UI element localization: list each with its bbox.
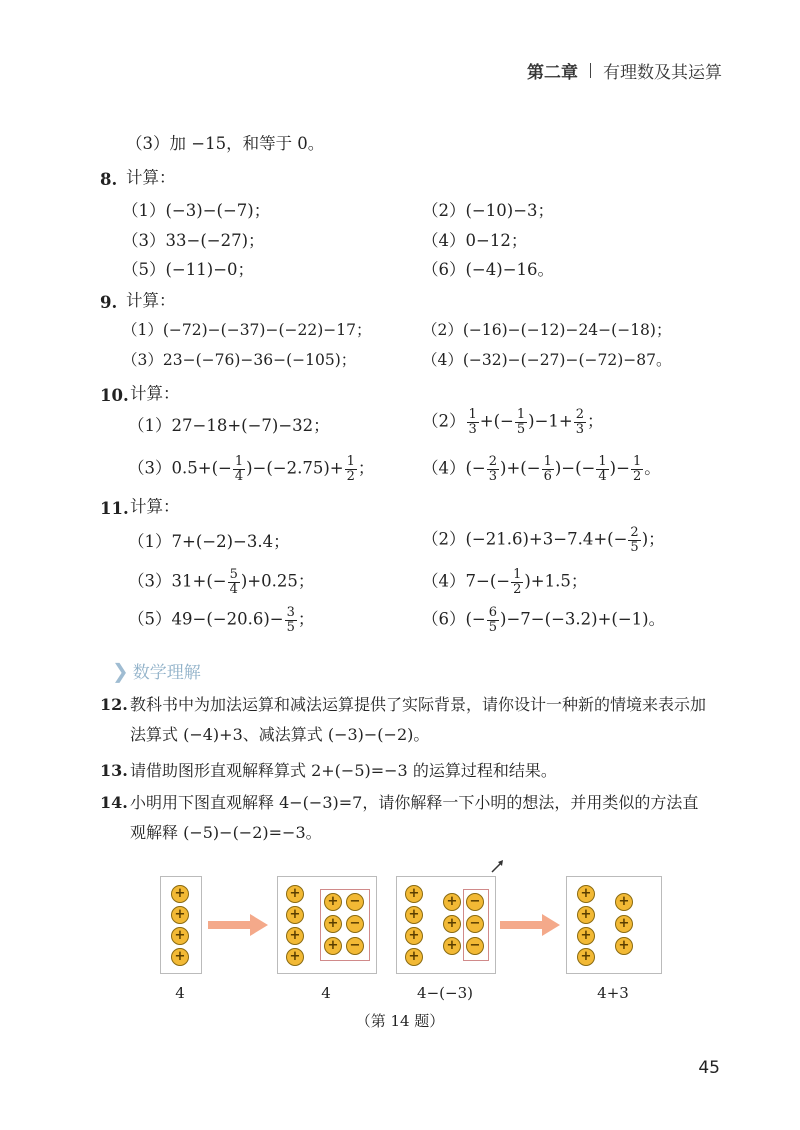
q8-item-2: （2）(−10)−3； [422, 201, 555, 220]
figure-panel-4 [566, 876, 662, 974]
q11-item-6: （6）(− $\frac{6}{5}$ )−7−(−3.2)+(−1)。 [422, 605, 666, 635]
positive-chip: + [443, 893, 461, 911]
fraction: $\frac{6}{5}$ [488, 605, 498, 635]
q12 [100, 690, 710, 750]
fraction: $\frac{1}{2}$ [513, 567, 522, 597]
fraction: $\frac{1}{4}$ [598, 454, 607, 484]
negative-chip: − [346, 937, 364, 955]
chapter-header [527, 58, 722, 83]
positive-chip: + [615, 893, 633, 911]
q8-item-6: （6）(−4)−16。 [422, 260, 555, 279]
page-number: 45 [698, 1058, 720, 1078]
arrow-right-icon [500, 912, 562, 938]
fraction: $\frac{1}{2}$ [632, 454, 642, 484]
chevron-right-icon: ❯ [112, 658, 129, 683]
negative-chip: − [346, 915, 364, 933]
positive-chip: + [171, 885, 189, 903]
fraction: $\frac{1}{6}$ [543, 454, 552, 484]
q9-item-2: （2）(−16)−(−12)−24−(−18)； [422, 321, 672, 339]
q14-text: 小明用下图直观解释 4−(−3)=7，请你解释一下小明的想法，并用类似的方法直观解释 (−5)−(−2)=−3。 [130, 793, 699, 842]
q13 [100, 756, 710, 786]
q9-item-1: （1）(−72)−(−37)−(−22)−17； [122, 321, 372, 339]
figure-title: （第 14 题） [355, 1012, 445, 1030]
figure-caption-4: 4+3 [597, 984, 629, 1002]
negative-chip: − [466, 937, 484, 955]
fraction: $\frac{2}{5}$ [630, 525, 639, 555]
q11-number: 11. [100, 499, 129, 518]
arrow-right-icon [208, 912, 270, 938]
positive-chip: + [286, 948, 304, 966]
q8-item-1: （1）(−3)−(−7)； [122, 201, 271, 220]
positive-chip: + [615, 915, 633, 933]
fraction: $\frac{1}{2}$ [346, 454, 355, 484]
positive-chip: + [324, 915, 342, 933]
positive-chip: + [286, 885, 304, 903]
q9-number: 9. [100, 293, 118, 312]
fraction: $\frac{1}{3}$ [468, 407, 477, 437]
positive-chip: + [443, 915, 461, 933]
q14 [100, 788, 710, 848]
q11-item-4: （4）7−(− $\frac{1}{2}$ )+1.5； [422, 567, 588, 597]
figure-caption-2: 4 [321, 984, 331, 1002]
q8-number: 8. [100, 170, 118, 189]
fraction: $\frac{2}{3}$ [488, 454, 498, 484]
q10-item-3: （3）0.5+(− $\frac{1}{4}$ )−(−2.75)+ $\frac{1}{2}$ ； [128, 454, 375, 484]
q9-label: 计算： [126, 291, 176, 310]
remove-arrow-icon [490, 858, 506, 874]
positive-chip: + [615, 937, 633, 955]
positive-chip: + [577, 885, 595, 903]
fraction: $\frac{2}{3}$ [575, 407, 585, 437]
positive-chip: + [577, 906, 595, 924]
q11-label: 计算： [130, 497, 180, 516]
positive-chip: + [286, 906, 304, 924]
header-divider [590, 63, 591, 78]
q12-number: 12. [100, 695, 128, 714]
positive-chip: + [577, 948, 595, 966]
positive-chip: + [577, 927, 595, 945]
fraction: $\frac{1}{4}$ [234, 454, 244, 484]
q13-number: 13. [100, 761, 128, 780]
positive-chip: + [171, 906, 189, 924]
q10-item-1: （1）27−18+(−7)−32； [128, 416, 330, 435]
q8-label: 计算： [126, 168, 176, 187]
section-heading [112, 658, 201, 683]
q8-item-5: （5）(−11)−0； [122, 260, 255, 279]
q11-item-3: （3）31+(− $\frac{5}{4}$ )+0.25； [128, 567, 315, 597]
q13-text: 请借助图形直观解释算式 2+(−5)=−3 的运算过程和结果。 [130, 761, 557, 780]
q14-number: 14. [100, 793, 128, 812]
fraction: $\frac{3}{5}$ [286, 605, 295, 635]
negative-chip: − [466, 893, 484, 911]
positive-chip: + [286, 927, 304, 945]
fraction: $\frac{1}{5}$ [516, 407, 526, 437]
fraction: $\frac{5}{4}$ [229, 567, 238, 597]
figure-caption-3: 4−(−3) [417, 984, 473, 1002]
positive-chip: + [324, 937, 342, 955]
q10-item-4: （4）(− $\frac{2}{3}$ )+(− $\frac{1}{6}$ )−(− $\frac{1}{4}$ )− $\frac{1}{2}$ 。 [422, 454, 661, 484]
q8-item-3: （3）33−(−27)； [122, 231, 265, 250]
q9-item-3: （3）23−(−76)−36−(−105)； [122, 351, 357, 369]
chapter-label: 第二章 [527, 63, 578, 83]
positive-chip: + [324, 893, 342, 911]
q12-text: 教科书中为加法运算和减法运算提供了实际背景，请你设计一种新的情境来表示加法算式 (−4)+3、减法算式 (−3)−(−2)。 [130, 695, 707, 744]
figure-panel-1 [160, 876, 202, 974]
positive-chip: + [405, 885, 423, 903]
negative-chip: − [346, 893, 364, 911]
q9-item-4: （4）(−32)−(−27)−(−72)−87。 [422, 351, 672, 369]
positive-chip: + [443, 937, 461, 955]
figure-panel-3 [396, 876, 496, 974]
positive-chip: + [171, 948, 189, 966]
q7-item-3: （3）加 −15，和等于 0。 [126, 134, 325, 153]
positive-chip: + [171, 927, 189, 945]
q11-item-5: （5）49−(−20.6)− $\frac{3}{5}$ ； [128, 605, 315, 635]
q10-item-2: （2） $\frac{1}{3}$ +(− $\frac{1}{5}$ )−1+ $\frac{2}{3}$ ； [422, 407, 604, 437]
positive-chip: + [405, 927, 423, 945]
figure-panel-2 [277, 876, 377, 974]
section-title: 数学理解 [132, 663, 201, 683]
negative-chip: − [466, 915, 484, 933]
positive-chip: + [405, 906, 423, 924]
positive-chip: + [405, 948, 423, 966]
q10-number: 10. [100, 386, 129, 405]
q11-item-2: （2）(−21.6)+3−7.4+(− $\frac{2}{5}$ )； [422, 525, 665, 555]
figure-caption-1: 4 [175, 984, 185, 1002]
q11-item-1: （1）7+(−2)−3.4； [128, 532, 290, 551]
chapter-title: 有理数及其运算 [603, 63, 722, 83]
q10-label: 计算： [130, 384, 180, 403]
q8-item-4: （4）0−12； [422, 231, 528, 250]
